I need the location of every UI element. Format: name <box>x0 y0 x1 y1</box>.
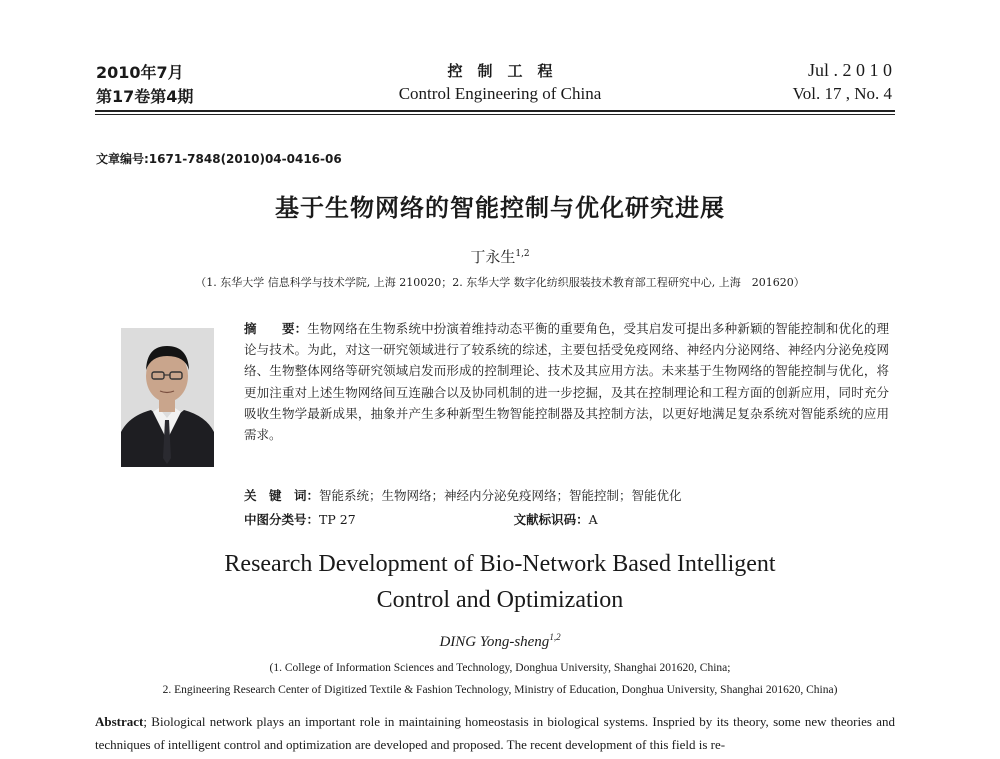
title-en-line1: Research Development of Bio-Network Based Intelligent <box>224 551 776 577</box>
header-rule <box>95 110 895 112</box>
header-journal-en: Control Engineering of China <box>398 84 602 103</box>
doc-code-value: A <box>588 512 598 527</box>
author-en <box>0 634 1000 651</box>
abstract-cn-label: 摘 要： <box>244 321 308 336</box>
keywords-cn <box>244 486 889 504</box>
author-en-sup: 1,2 <box>549 632 561 642</box>
keywords-cn-text: 智能系统；生物网络；神经内分泌免疫网络；智能控制；智能优化 <box>319 488 682 503</box>
header-date-cn: 2010年7月 <box>96 63 184 82</box>
abstract-cn-text: 生物网络在生物系统中扮演着维持动态平衡的重要角色，受其启发可提出多种新颖的智能控制和优化的理论与技术。为此，对这一研究领域进行了较系统的综述，主要包括受免疫网络、神经内分泌网络、神经内分泌免疫网络、生物整体网络等研究领域启发而形成的控制理论、技术及其应用方法。未来基于生物网络的智能控制与优化，将更加注重对上述生物网络间互连融合以及协同机制的进一步挖掘，及其在控制理论和工程方面的创新应用，同时充分吸收生物学最新成果，抽象并产生多种新型生物智能控制器及其控制方法，以更好地满足复杂系统对智能系统的应用需求。 <box>244 321 889 443</box>
abstract-en-text: ; Biological network plays an important role in maintaining homeostasis in biological systems. Inspried by its theory, some new theories and techniques of intelligent control and optimization are developed and proposed. The recent development of this field is re- <box>95 714 895 752</box>
author-en-name: DING Yong-sheng <box>439 634 550 650</box>
header-volume-en: Vol. 17 , No. 4 <box>792 84 892 103</box>
header-rule-thin <box>95 114 895 115</box>
affiliation-cn: （1. 东华大学 信息科学与技术学院, 上海 210020；2. 东华大学 数字化纺织服装技术教育部工程研究中心, 上海 201620） <box>195 276 805 289</box>
doc-code-label: 文献标识码： <box>513 512 589 527</box>
affiliation-en-line2: 2. Engineering Research Center of Digitized Textile & Fashion Technology, Ministry of Education, Donghua University, Shanghai 201620, China) <box>162 684 838 696</box>
author-cn-sup: 1,2 <box>515 249 530 259</box>
article-id: 文章编号:1671-7848(2010)04-0416-06 <box>96 152 342 166</box>
title-en-line2: Control and Optimization <box>376 587 624 613</box>
author-cn <box>0 246 1000 267</box>
header-date-en: Jul . 2 0 1 0 <box>807 60 892 80</box>
author-cn-name: 丁永生 <box>470 248 516 266</box>
header-volume-cn: 第17卷第4期 <box>96 87 194 106</box>
clc-label: 中图分类号： <box>244 512 320 527</box>
classification-row <box>244 510 889 528</box>
abstract-en <box>95 710 895 756</box>
abstract-en-label: Abstract <box>95 714 144 729</box>
author-portrait-icon <box>121 328 214 467</box>
abstract-cn <box>244 318 889 445</box>
header-journal-cn: 控 制 工 程 <box>447 62 553 80</box>
clc-value: TP 27 <box>319 512 356 527</box>
title-en <box>0 546 1000 618</box>
affiliation-en-line1: (1. College of Information Sciences and Technology, Donghua University, Shanghai 201620, China; <box>269 662 731 674</box>
title-cn: 基于生物网络的智能控制与优化研究进展 <box>275 194 725 222</box>
keywords-cn-label: 关 键 词： <box>244 488 320 503</box>
